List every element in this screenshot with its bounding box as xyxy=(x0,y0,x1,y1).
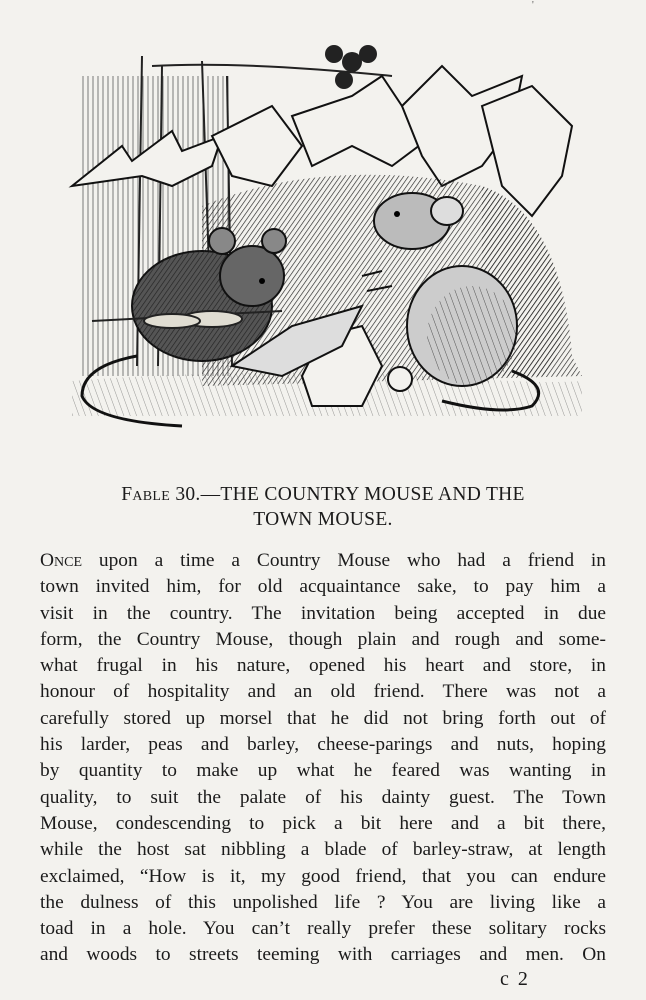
engraving-illustration xyxy=(62,36,592,446)
body-line: toad in a hole. You can’t really prefer these solitary rocks xyxy=(40,918,606,940)
body-line: his larder, peas and barley, cheese-parings and nuts, hoping xyxy=(40,734,606,756)
body-line: the dulness of this unpolished life ? You are living like a xyxy=(40,891,606,913)
fable-title-line-1 xyxy=(40,482,606,507)
body-line: Mouse, condescending to pick a bit here and a bit there, xyxy=(40,812,606,834)
fable-body xyxy=(40,548,606,969)
body-line: what frugal in his nature, opened his heart and store, in xyxy=(40,655,606,677)
body-line: while the host sat nibbling a blade of barley-straw, at length xyxy=(40,839,606,861)
mice-engraving xyxy=(62,36,592,446)
body-line: honour of hospitality and an old friend. There was not a xyxy=(40,681,606,703)
body-line: exclaimed, “How is it, my good friend, that you can endure xyxy=(40,865,606,887)
body-line: quality, to suit the palate of his dainty guest. The Town xyxy=(40,786,606,808)
margin-mark: ' xyxy=(532,0,534,11)
fable-title xyxy=(40,482,606,532)
body-line: by quantity to make up what he feared was wanting in xyxy=(40,760,606,782)
body-line: Once upon a time a Country Mouse who had a friend in xyxy=(40,550,606,571)
body-line: carefully stored up morsel that he did not bring forth out of xyxy=(40,707,606,729)
fable-title-line-2: TOWN MOUSE. xyxy=(253,509,393,530)
body-line: and woods to streets teeming with carriages and men. On xyxy=(40,944,606,966)
body-line: town invited him, for old acquaintance sake, to pay him a xyxy=(40,576,606,598)
opening-word: Once xyxy=(40,550,83,571)
fable-label: Fable xyxy=(121,484,171,505)
body-line: visit in the country. The invitation being accepted in due xyxy=(40,602,606,624)
signature-mark: c 2 xyxy=(500,968,530,990)
fable-title-text: 30.—THE COUNTRY MOUSE AND THE xyxy=(175,484,525,505)
body-line: form, the Country Mouse, though plain and rough and some- xyxy=(40,628,606,650)
